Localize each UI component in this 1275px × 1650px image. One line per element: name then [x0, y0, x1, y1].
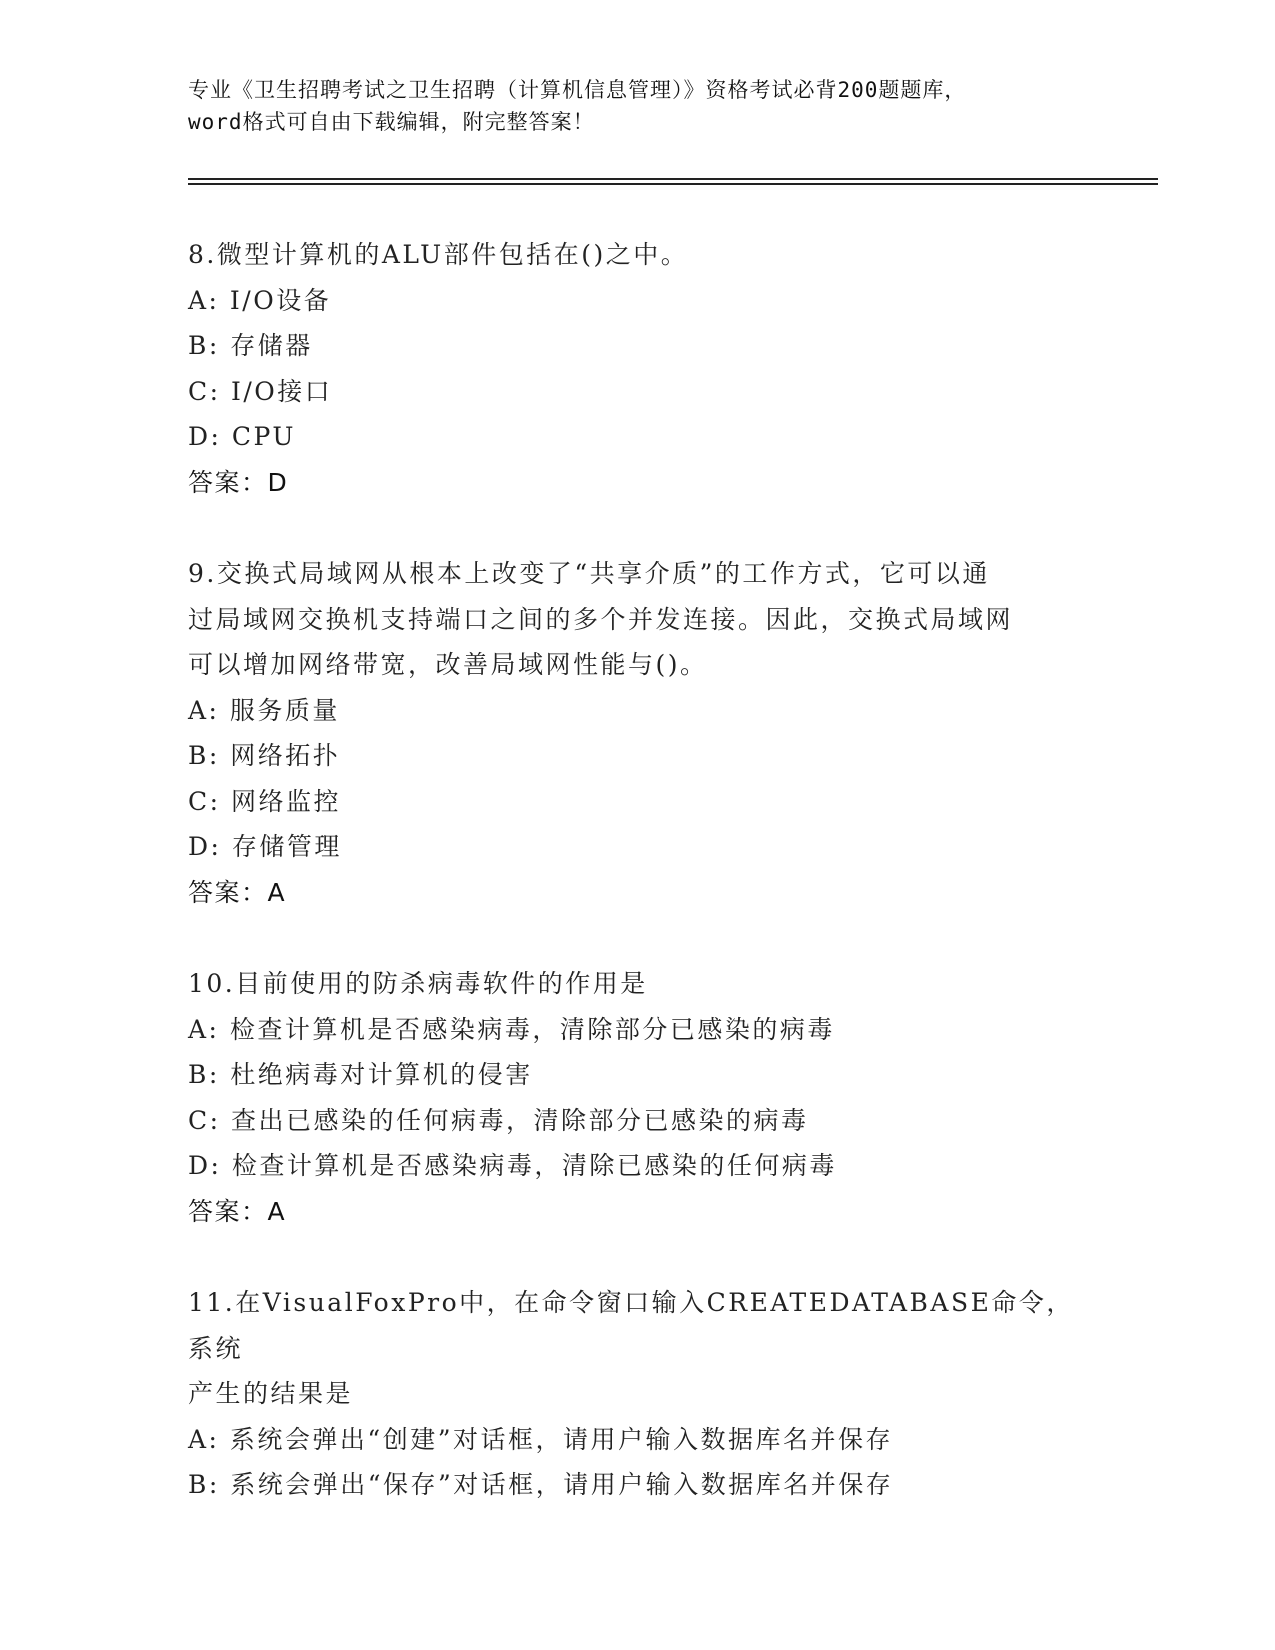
answer-line: 答案：A — [188, 877, 287, 907]
option-b: B: 存储器 — [188, 331, 313, 360]
option-d: D: 检查计算机是否感染病毒，清除已感染的任何病毒 — [188, 1151, 837, 1180]
answer-line: 答案：A — [188, 1196, 287, 1226]
answer-line: 答案：D — [188, 467, 289, 497]
header-line-2: word格式可自由下载编辑，附完整答案！ — [188, 110, 595, 134]
option-b: B: 杜绝病毒对计算机的侵害 — [188, 1060, 533, 1089]
option-c: C: 网络监控 — [188, 786, 341, 816]
question-stem: 8.微型计算机的ALU部件包括在()之中。 — [188, 240, 689, 269]
question-stem-line-2: 过局域网交换机支持端口之间的多个并发连接。因此，交换式局域网 — [188, 604, 1014, 634]
document-header — [188, 74, 1088, 138]
question-9 — [188, 551, 1088, 915]
option-c: C: I/O接口 — [188, 376, 333, 406]
option-d: D: 存储管理 — [188, 832, 342, 861]
option-d: D: CPU — [188, 422, 296, 451]
question-8 — [188, 232, 1088, 505]
question-stem-line-2: 产生的结果是 — [188, 1379, 354, 1408]
question-stem-line-1: 9.交换式局域网从根本上改变了“共享介质”的工作方式，它可以通 — [188, 559, 990, 588]
option-c: C: 查出已感染的任何病毒，清除部分已感染的病毒 — [188, 1105, 809, 1135]
question-stem-line-3: 可以增加网络带宽，改善局域网性能与()。 — [188, 650, 708, 679]
question-10 — [188, 961, 1088, 1234]
option-a: A: 服务质量 — [188, 695, 340, 725]
question-11 — [188, 1280, 1088, 1508]
option-a: A: I/O设备 — [188, 285, 332, 315]
header-double-rule — [188, 178, 1158, 185]
question-stem: 10.目前使用的防杀病毒软件的作用是 — [188, 969, 648, 998]
question-list — [188, 232, 1088, 1554]
header-line-1: 专业《卫生招聘考试之卫生招聘（计算机信息管理）》资格考试必背200题题库， — [188, 78, 967, 102]
option-b: B: 系统会弹出“保存”对话框，请用户输入数据库名并保存 — [188, 1470, 894, 1499]
option-a: A: 检查计算机是否感染病毒，清除部分已感染的病毒 — [188, 1014, 835, 1044]
option-b: B: 网络拓扑 — [188, 741, 341, 770]
question-stem-line-1: 11.在VisualFoxPro中，在命令窗口输入CREATEDATABASE命令，系统 — [188, 1288, 1074, 1363]
option-a: A: 系统会弹出“创建”对话框，请用户输入数据库名并保存 — [188, 1424, 893, 1454]
